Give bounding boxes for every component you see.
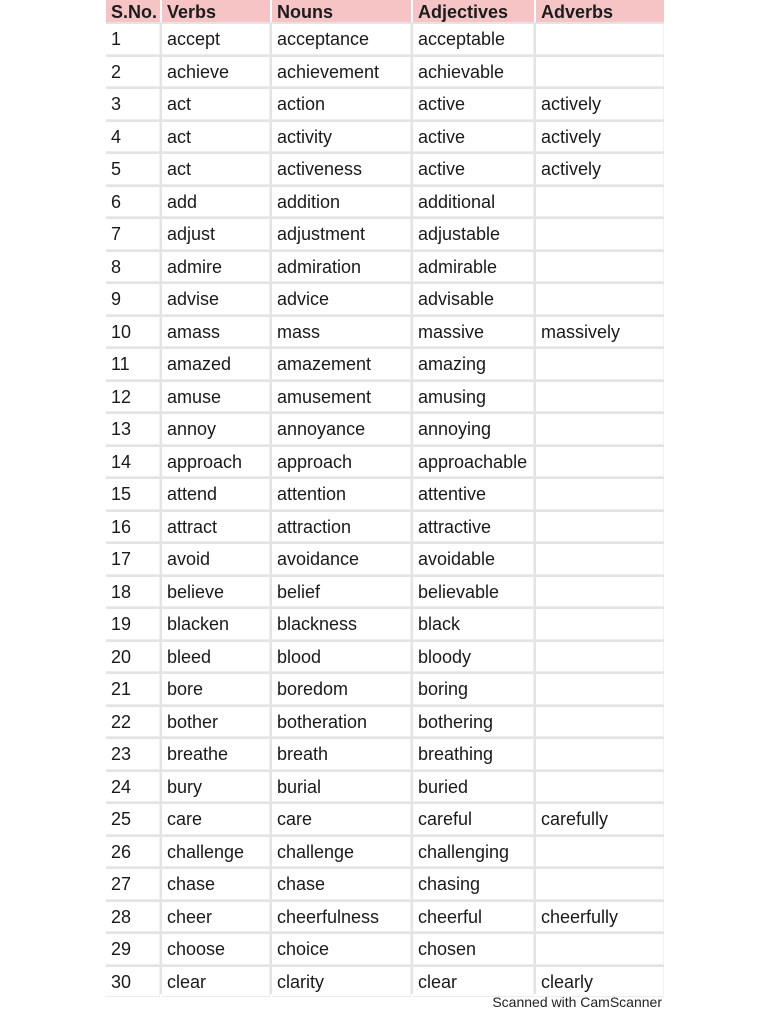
table-row bbox=[106, 804, 664, 835]
cell-adverb bbox=[536, 674, 664, 705]
cell-noun: botheration bbox=[272, 707, 411, 738]
cell-sno: 25 bbox=[106, 804, 160, 835]
cell-verb: attract bbox=[162, 512, 270, 543]
cell-sno: 18 bbox=[106, 577, 160, 608]
cell-noun: care bbox=[272, 804, 411, 835]
cell-verb: advise bbox=[162, 284, 270, 315]
cell-adverb: actively bbox=[536, 154, 664, 185]
cell-sno: 2 bbox=[106, 57, 160, 88]
cell-adjective: bothering bbox=[413, 707, 534, 738]
header-adverbs: Adverbs bbox=[536, 0, 664, 22]
cell-sno: 22 bbox=[106, 707, 160, 738]
cell-verb: add bbox=[162, 187, 270, 218]
cell-noun: belief bbox=[272, 577, 411, 608]
table-body bbox=[106, 24, 664, 997]
cell-sno: 11 bbox=[106, 349, 160, 380]
cell-verb: annoy bbox=[162, 414, 270, 445]
table-row bbox=[106, 57, 664, 88]
cell-noun: attraction bbox=[272, 512, 411, 543]
cell-adverb bbox=[536, 707, 664, 738]
cell-adjective: attractive bbox=[413, 512, 534, 543]
cell-verb: admire bbox=[162, 252, 270, 283]
cell-adjective: believable bbox=[413, 577, 534, 608]
cell-verb: approach bbox=[162, 447, 270, 478]
cell-adverb: massively bbox=[536, 317, 664, 348]
table-row bbox=[106, 837, 664, 868]
cell-noun: attention bbox=[272, 479, 411, 510]
cell-sno: 6 bbox=[106, 187, 160, 218]
cell-verb: amazed bbox=[162, 349, 270, 380]
cell-adverb bbox=[536, 447, 664, 478]
table-row bbox=[106, 739, 664, 770]
cell-adjective: achievable bbox=[413, 57, 534, 88]
table-row bbox=[106, 707, 664, 738]
cell-sno: 10 bbox=[106, 317, 160, 348]
cell-noun: addition bbox=[272, 187, 411, 218]
cell-adjective: admirable bbox=[413, 252, 534, 283]
cell-verb: challenge bbox=[162, 837, 270, 868]
cell-noun: avoidance bbox=[272, 544, 411, 575]
table-row bbox=[106, 642, 664, 673]
cell-verb: breathe bbox=[162, 739, 270, 770]
table-row bbox=[106, 512, 664, 543]
header-sno: S.No. bbox=[106, 0, 160, 22]
cell-adjective: amusing bbox=[413, 382, 534, 413]
cell-adjective: breathing bbox=[413, 739, 534, 770]
cell-adverb bbox=[536, 349, 664, 380]
cell-adjective: boring bbox=[413, 674, 534, 705]
cell-verb: accept bbox=[162, 24, 270, 55]
cell-adverb bbox=[536, 739, 664, 770]
cell-noun: achievement bbox=[272, 57, 411, 88]
word-forms-table bbox=[104, 0, 666, 999]
table-row bbox=[106, 544, 664, 575]
cell-adverb bbox=[536, 609, 664, 640]
cell-adjective: buried bbox=[413, 772, 534, 803]
table-row bbox=[106, 89, 664, 120]
cell-sno: 23 bbox=[106, 739, 160, 770]
cell-sno: 21 bbox=[106, 674, 160, 705]
cell-adverb bbox=[536, 57, 664, 88]
cell-noun: acceptance bbox=[272, 24, 411, 55]
cell-verb: act bbox=[162, 154, 270, 185]
cell-adjective: annoying bbox=[413, 414, 534, 445]
cell-verb: amass bbox=[162, 317, 270, 348]
cell-sno: 30 bbox=[106, 967, 160, 998]
cell-verb: adjust bbox=[162, 219, 270, 250]
cell-adverb: carefully bbox=[536, 804, 664, 835]
cell-noun: admiration bbox=[272, 252, 411, 283]
cell-noun: activity bbox=[272, 122, 411, 153]
table-row bbox=[106, 284, 664, 315]
cell-sno: 26 bbox=[106, 837, 160, 868]
cell-noun: adjustment bbox=[272, 219, 411, 250]
table-row bbox=[106, 24, 664, 55]
word-forms-sheet bbox=[106, 0, 664, 999]
cell-sno: 17 bbox=[106, 544, 160, 575]
cell-adjective: active bbox=[413, 89, 534, 120]
table-row bbox=[106, 382, 664, 413]
cell-adverb bbox=[536, 512, 664, 543]
cell-adjective: additional bbox=[413, 187, 534, 218]
cell-adjective: acceptable bbox=[413, 24, 534, 55]
cell-verb: avoid bbox=[162, 544, 270, 575]
cell-noun: choice bbox=[272, 934, 411, 965]
header-adjectives: Adjectives bbox=[413, 0, 534, 22]
table-row bbox=[106, 674, 664, 705]
table-row bbox=[106, 349, 664, 380]
cell-adverb bbox=[536, 642, 664, 673]
table-row bbox=[106, 187, 664, 218]
cell-verb: cheer bbox=[162, 902, 270, 933]
cell-verb: bother bbox=[162, 707, 270, 738]
cell-adjective: approachable bbox=[413, 447, 534, 478]
table-row bbox=[106, 154, 664, 185]
cell-verb: attend bbox=[162, 479, 270, 510]
cell-noun: blackness bbox=[272, 609, 411, 640]
cell-adverb bbox=[536, 414, 664, 445]
cell-adverb bbox=[536, 284, 664, 315]
cell-sno: 5 bbox=[106, 154, 160, 185]
scanner-watermark: Scanned with CamScanner bbox=[492, 994, 662, 1010]
cell-adverb: cheerfully bbox=[536, 902, 664, 933]
cell-noun: annoyance bbox=[272, 414, 411, 445]
table-row bbox=[106, 869, 664, 900]
cell-adverb bbox=[536, 24, 664, 55]
header-nouns: Nouns bbox=[272, 0, 411, 22]
cell-verb: achieve bbox=[162, 57, 270, 88]
cell-verb: choose bbox=[162, 934, 270, 965]
cell-adjective: bloody bbox=[413, 642, 534, 673]
cell-verb: bleed bbox=[162, 642, 270, 673]
cell-verb: chase bbox=[162, 869, 270, 900]
cell-adjective: cheerful bbox=[413, 902, 534, 933]
cell-adjective: clear bbox=[413, 967, 534, 998]
cell-verb: amuse bbox=[162, 382, 270, 413]
cell-adjective: attentive bbox=[413, 479, 534, 510]
cell-sno: 13 bbox=[106, 414, 160, 445]
cell-adverb bbox=[536, 187, 664, 218]
cell-adjective: massive bbox=[413, 317, 534, 348]
cell-adjective: active bbox=[413, 122, 534, 153]
cell-noun: chase bbox=[272, 869, 411, 900]
cell-noun: burial bbox=[272, 772, 411, 803]
cell-sno: 27 bbox=[106, 869, 160, 900]
cell-sno: 1 bbox=[106, 24, 160, 55]
cell-noun: breath bbox=[272, 739, 411, 770]
table-row bbox=[106, 934, 664, 965]
table-row bbox=[106, 447, 664, 478]
cell-adjective: amazing bbox=[413, 349, 534, 380]
cell-adverb bbox=[536, 219, 664, 250]
cell-sno: 16 bbox=[106, 512, 160, 543]
cell-sno: 9 bbox=[106, 284, 160, 315]
table-row bbox=[106, 577, 664, 608]
cell-verb: care bbox=[162, 804, 270, 835]
cell-adverb bbox=[536, 837, 664, 868]
cell-noun: action bbox=[272, 89, 411, 120]
cell-adverb bbox=[536, 772, 664, 803]
cell-adverb bbox=[536, 577, 664, 608]
cell-noun: advice bbox=[272, 284, 411, 315]
cell-noun: cheerfulness bbox=[272, 902, 411, 933]
cell-sno: 7 bbox=[106, 219, 160, 250]
table-row bbox=[106, 317, 664, 348]
table-row bbox=[106, 609, 664, 640]
table-row bbox=[106, 122, 664, 153]
cell-adjective: avoidable bbox=[413, 544, 534, 575]
cell-noun: activeness bbox=[272, 154, 411, 185]
cell-adjective: active bbox=[413, 154, 534, 185]
cell-sno: 3 bbox=[106, 89, 160, 120]
cell-sno: 24 bbox=[106, 772, 160, 803]
cell-adverb bbox=[536, 479, 664, 510]
table-row bbox=[106, 219, 664, 250]
cell-noun: mass bbox=[272, 317, 411, 348]
cell-sno: 4 bbox=[106, 122, 160, 153]
cell-adverb bbox=[536, 252, 664, 283]
table-row bbox=[106, 967, 664, 998]
cell-sno: 29 bbox=[106, 934, 160, 965]
cell-noun: amusement bbox=[272, 382, 411, 413]
cell-verb: bore bbox=[162, 674, 270, 705]
cell-verb: clear bbox=[162, 967, 270, 998]
cell-adjective: chasing bbox=[413, 869, 534, 900]
cell-adverb: clearly bbox=[536, 967, 664, 998]
cell-sno: 28 bbox=[106, 902, 160, 933]
cell-verb: act bbox=[162, 122, 270, 153]
cell-sno: 12 bbox=[106, 382, 160, 413]
table-row bbox=[106, 479, 664, 510]
cell-adjective: adjustable bbox=[413, 219, 534, 250]
cell-adjective: advisable bbox=[413, 284, 534, 315]
header-verbs: Verbs bbox=[162, 0, 270, 22]
cell-sno: 15 bbox=[106, 479, 160, 510]
cell-adjective: challenging bbox=[413, 837, 534, 868]
cell-verb: blacken bbox=[162, 609, 270, 640]
cell-noun: clarity bbox=[272, 967, 411, 998]
cell-adjective: chosen bbox=[413, 934, 534, 965]
header-row bbox=[106, 0, 664, 22]
cell-adverb bbox=[536, 934, 664, 965]
table-row bbox=[106, 772, 664, 803]
cell-sno: 19 bbox=[106, 609, 160, 640]
cell-sno: 20 bbox=[106, 642, 160, 673]
cell-noun: blood bbox=[272, 642, 411, 673]
cell-adverb bbox=[536, 544, 664, 575]
cell-adjective: careful bbox=[413, 804, 534, 835]
cell-noun: boredom bbox=[272, 674, 411, 705]
cell-adjective: black bbox=[413, 609, 534, 640]
cell-verb: act bbox=[162, 89, 270, 120]
cell-adverb bbox=[536, 869, 664, 900]
cell-verb: believe bbox=[162, 577, 270, 608]
table-row bbox=[106, 252, 664, 283]
cell-sno: 14 bbox=[106, 447, 160, 478]
cell-sno: 8 bbox=[106, 252, 160, 283]
table-row bbox=[106, 414, 664, 445]
table-row bbox=[106, 902, 664, 933]
cell-noun: challenge bbox=[272, 837, 411, 868]
cell-noun: amazement bbox=[272, 349, 411, 380]
cell-adverb: actively bbox=[536, 122, 664, 153]
cell-noun: approach bbox=[272, 447, 411, 478]
cell-adverb bbox=[536, 382, 664, 413]
cell-verb: bury bbox=[162, 772, 270, 803]
cell-adverb: actively bbox=[536, 89, 664, 120]
